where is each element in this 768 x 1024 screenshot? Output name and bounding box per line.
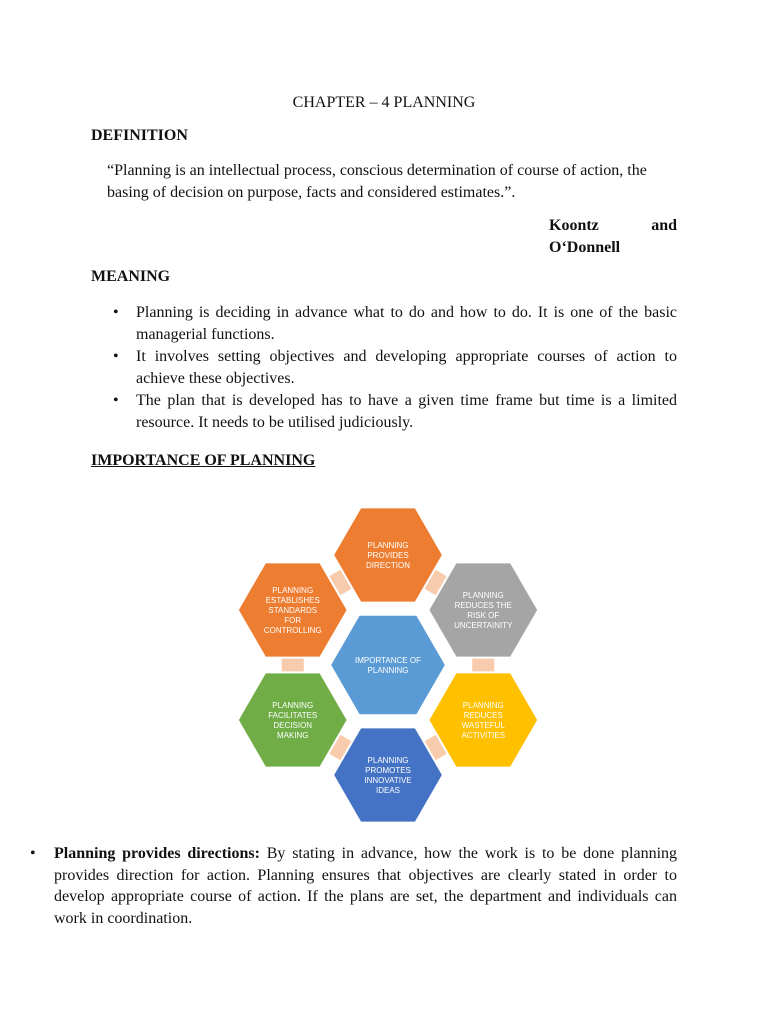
hex-item-1-label: PROVIDES: [367, 550, 409, 560]
hex-item-4-label: PROMOTES: [365, 765, 411, 775]
hex-item-6-label: STANDARDS: [268, 605, 318, 615]
bottom-bold-lead: Planning provides directions:: [54, 845, 260, 862]
hex-item-4-label: PLANNING: [367, 755, 409, 765]
author-word-2: and: [651, 217, 677, 234]
meaning-heading: MEANING: [91, 268, 171, 285]
hex-center-label: PLANNING: [367, 665, 409, 675]
hex-item-3-label: PLANNING: [462, 700, 504, 710]
list-item: • Planning is deciding in advance what to do and how to do. It is one of the basic managerial functions.: [113, 302, 677, 345]
bottom-text: By stating in advance, how the work is to be done planning provides direction for action. Planning ensures that objectives are clearly stated in order to develop appropriate course of action. If the plans are set, the department and individuals can work in coordination.: [54, 845, 678, 927]
hex-item-4-label: INNOVATIVE: [364, 775, 412, 785]
author-word-1: Koontz: [549, 217, 599, 234]
hex-item-3-label: WASTEFUL: [461, 720, 505, 730]
hex-center: [330, 615, 446, 715]
bullet-icon: •: [30, 845, 36, 862]
importance-heading: IMPORTANCE OF PLANNING: [91, 452, 316, 469]
hex-item-2-label: RISK OF: [467, 610, 500, 620]
definition-heading: DEFINITION: [91, 127, 188, 144]
hex-item-2-label: UNCERTAINITY: [454, 620, 513, 630]
hex-item-6-label: ESTABLISHES: [265, 595, 320, 605]
bottom-paragraph: [30, 843, 677, 929]
list-item: • The plan that is developed has to have a given time frame but time is a limited resource. It needs to be utilised judiciously.: [113, 390, 677, 433]
meaning-list: [113, 302, 677, 434]
hex-item-1-label: DIRECTION: [366, 560, 410, 570]
hex-item-3-label: ACTIVITIES: [461, 730, 506, 740]
quote-author: [549, 215, 677, 259]
hex-item-6-label: PLANNING: [272, 585, 314, 595]
page-title: CHAPTER – 4 PLANNING: [292, 94, 476, 111]
importance-diagram: [228, 500, 548, 830]
hex-center-label: IMPORTANCE OF: [355, 655, 421, 665]
hex-item-2-label: PLANNING: [462, 590, 504, 600]
hex-item-5-label: PLANNING: [272, 700, 314, 710]
hex-item-1-label: PLANNING: [367, 540, 409, 550]
hex-item-5-label: FACILITATES: [268, 710, 318, 720]
hex-item-6-label: FOR: [284, 615, 302, 625]
hex-item-4-label: IDEAS: [375, 785, 401, 795]
list-item: • It involves setting objectives and developing appropriate courses of action to achieve these objectives.: [113, 346, 677, 389]
author-line-2: O‘Donnell: [549, 239, 621, 256]
hex-item-5-label: MAKING: [276, 730, 309, 740]
hex-item-3-label: REDUCES: [463, 710, 503, 720]
hex-item-6-label: CONTROLLING: [263, 625, 322, 635]
hex-item-2-label: REDUCES THE: [454, 600, 512, 610]
definition-quote: “Planning is an intellectual process, conscious determination of course of action, the basing of decision on purpose, facts and considered estimates.”.: [107, 162, 647, 201]
hex-item-5-label: DECISION: [273, 720, 313, 730]
